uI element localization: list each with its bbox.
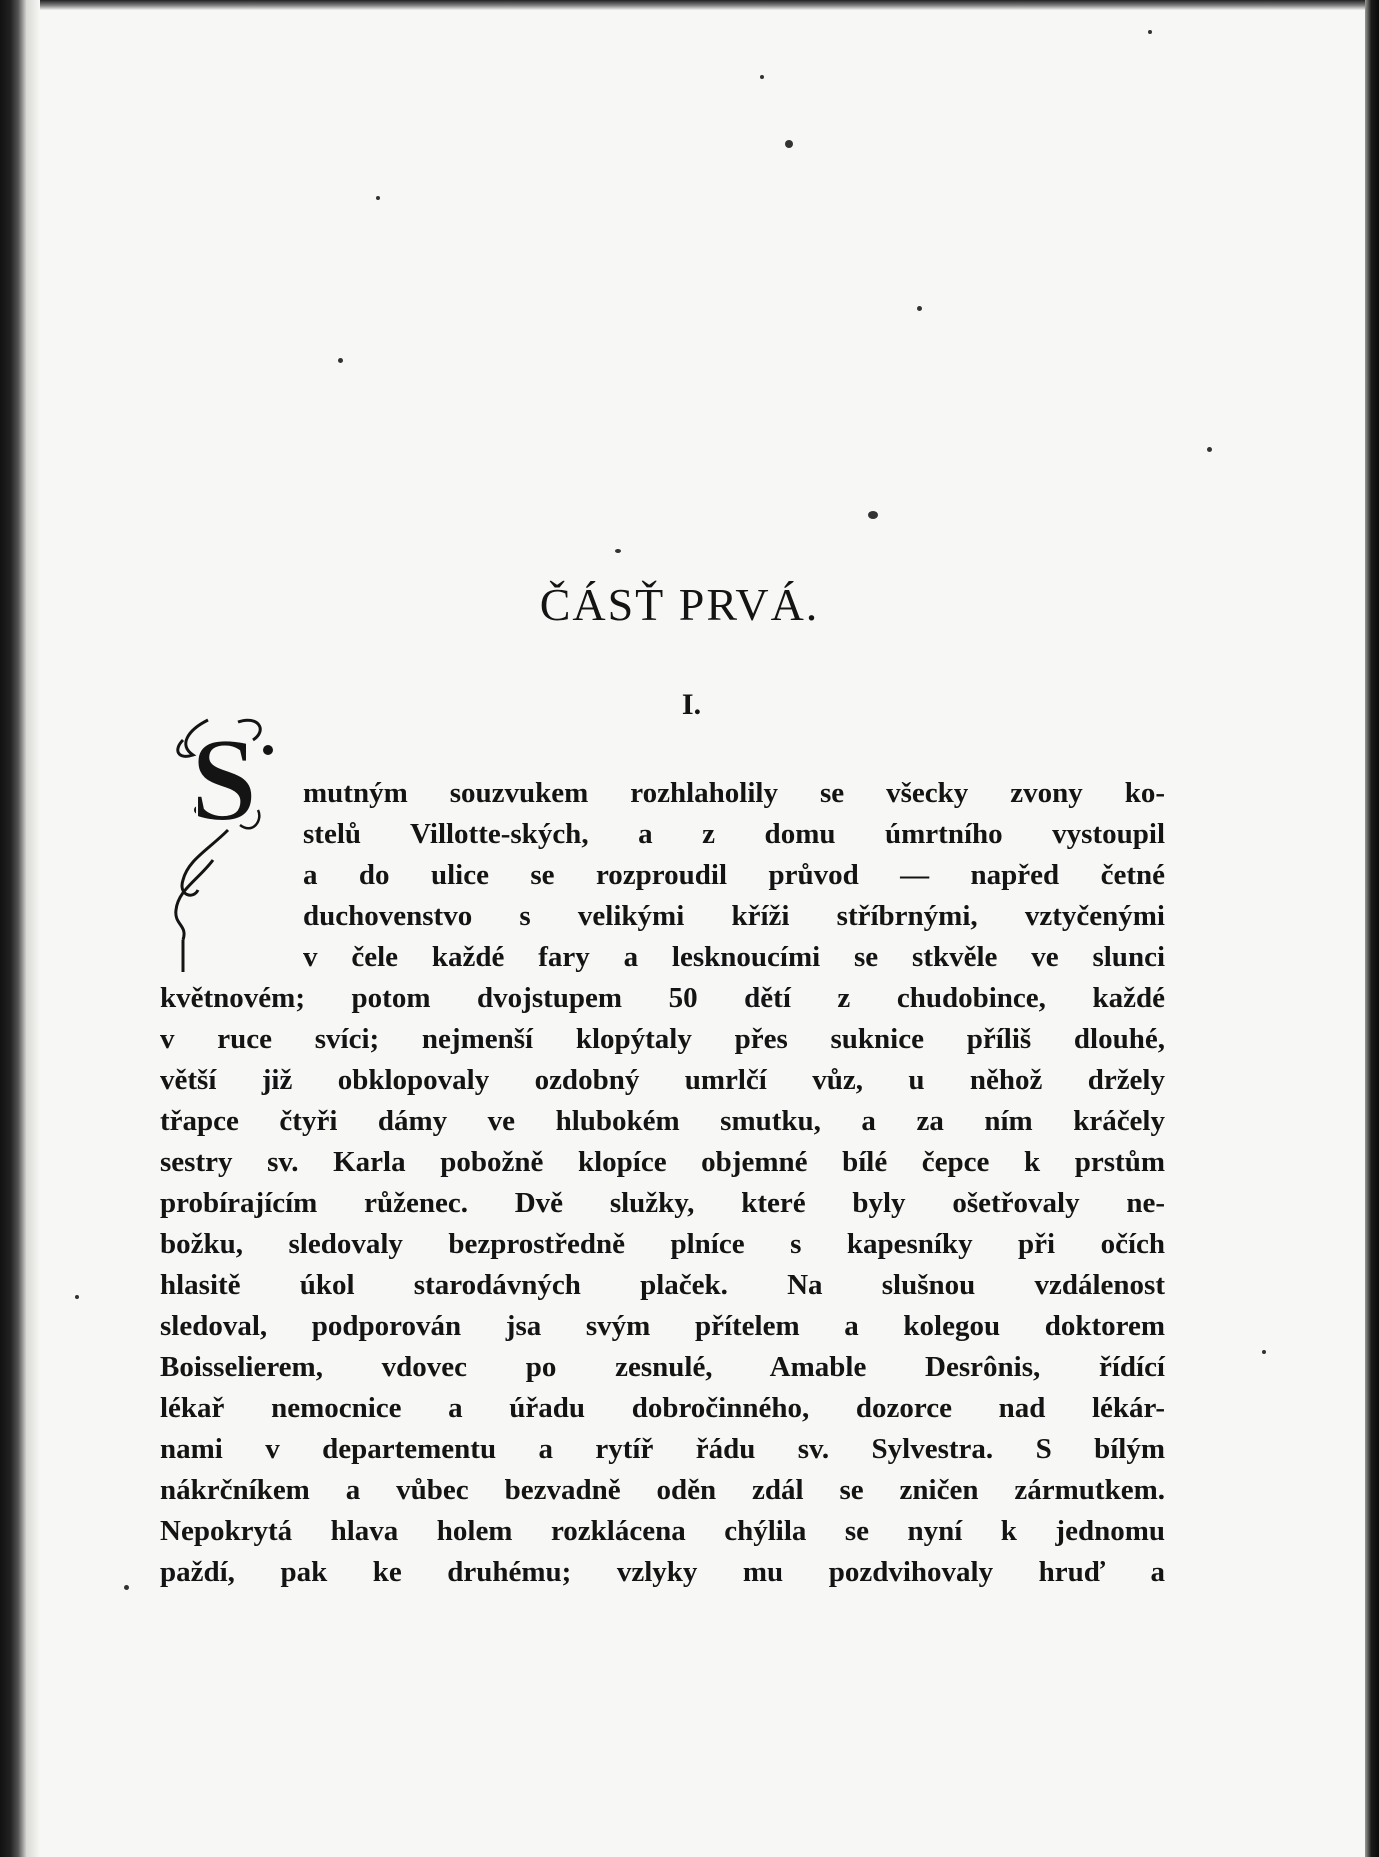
text-line: probírajícím růženec. Dvě služky, které byly ošetřovaly ne- xyxy=(160,1187,1165,1219)
text-line: Boisselierem, vdovec po zesnulé, Amable Desrônis, řídící xyxy=(160,1351,1165,1383)
scan-speck xyxy=(338,358,343,363)
scan-speck xyxy=(760,75,764,79)
text-line: sledoval, podporován jsa svým přítelem a kolegou doktorem xyxy=(160,1310,1165,1342)
scan-speck xyxy=(376,196,380,200)
text-line: sestry sv. Karla pobožně klopíce objemné bílé čepce k prstům xyxy=(160,1146,1165,1178)
text-line: v čele každé fary a lesknoucími se stkvěle ve slunci xyxy=(303,941,1165,973)
text-line: božku, sledovaly bezprostředně plníce s kapesníky při očích xyxy=(160,1228,1165,1260)
part-heading: ČÁSŤ PRVÁ. xyxy=(539,579,820,630)
scan-top-edge xyxy=(0,0,1379,10)
scan-speck xyxy=(615,549,621,553)
scan-right-edge xyxy=(1365,0,1379,1857)
dropcap-letter: S xyxy=(190,713,258,846)
scan-left-edge xyxy=(0,0,26,1857)
scan-left-gutter xyxy=(26,0,40,1857)
text-line: stelů Villotte-ských, a z domu úmrtního vystoupil xyxy=(303,818,1165,850)
text-line: duchovenstvo s velikými kříži stříbrnými, vztyčenými xyxy=(303,900,1165,932)
chapter-number: I. xyxy=(681,688,702,721)
scan-speck xyxy=(785,140,793,148)
scan-speck xyxy=(868,511,878,519)
scan-speck xyxy=(917,306,922,311)
text-line: nákrčníkem a vůbec bezvadně oděn zdál se zničen zármutkem. xyxy=(160,1474,1165,1506)
text-line: třapce čtyři dámy ve hlubokém smutku, a za ním kráčely xyxy=(160,1105,1165,1137)
text-line: nami v departementu a rytíř řádu sv. Sylvestra. S bílým xyxy=(160,1433,1165,1465)
text-line: v ruce svíci; nejmenší klopýtaly přes suknice příliš dlouhé, xyxy=(160,1023,1165,1055)
text-line: větší již obklopovaly ozdobný umrlčí vůz, u něhož držely xyxy=(160,1064,1165,1096)
text-line: lékař nemocnice a úřadu dobročinného, dozorce nad lékár- xyxy=(160,1392,1165,1424)
scan-speck xyxy=(1148,30,1152,34)
scan-speck xyxy=(124,1585,129,1590)
text-line: hlasitě úkol starodávných plaček. Na slušnou vzdálenost xyxy=(160,1269,1165,1301)
scan-speck xyxy=(1262,1350,1266,1354)
scan-speck xyxy=(1207,447,1212,452)
text-line: mutným souzvukem rozhlaholily se všecky zvony ko- xyxy=(303,777,1165,809)
body-text xyxy=(160,773,1165,1593)
text-line: paždí, pak ke druhému; vzlyky mu pozdvihovaly hruď a xyxy=(160,1556,1165,1588)
scan-speck xyxy=(75,1295,79,1299)
text-line: Nepokrytá hlava holem rozklácena chýlila se nyní k jednomu xyxy=(160,1515,1165,1547)
text-line: květnovém; potom dvojstupem 50 dětí z chudobince, každé xyxy=(160,982,1165,1014)
text-line: a do ulice se rozproudil průvod — napřed četné xyxy=(303,859,1165,891)
